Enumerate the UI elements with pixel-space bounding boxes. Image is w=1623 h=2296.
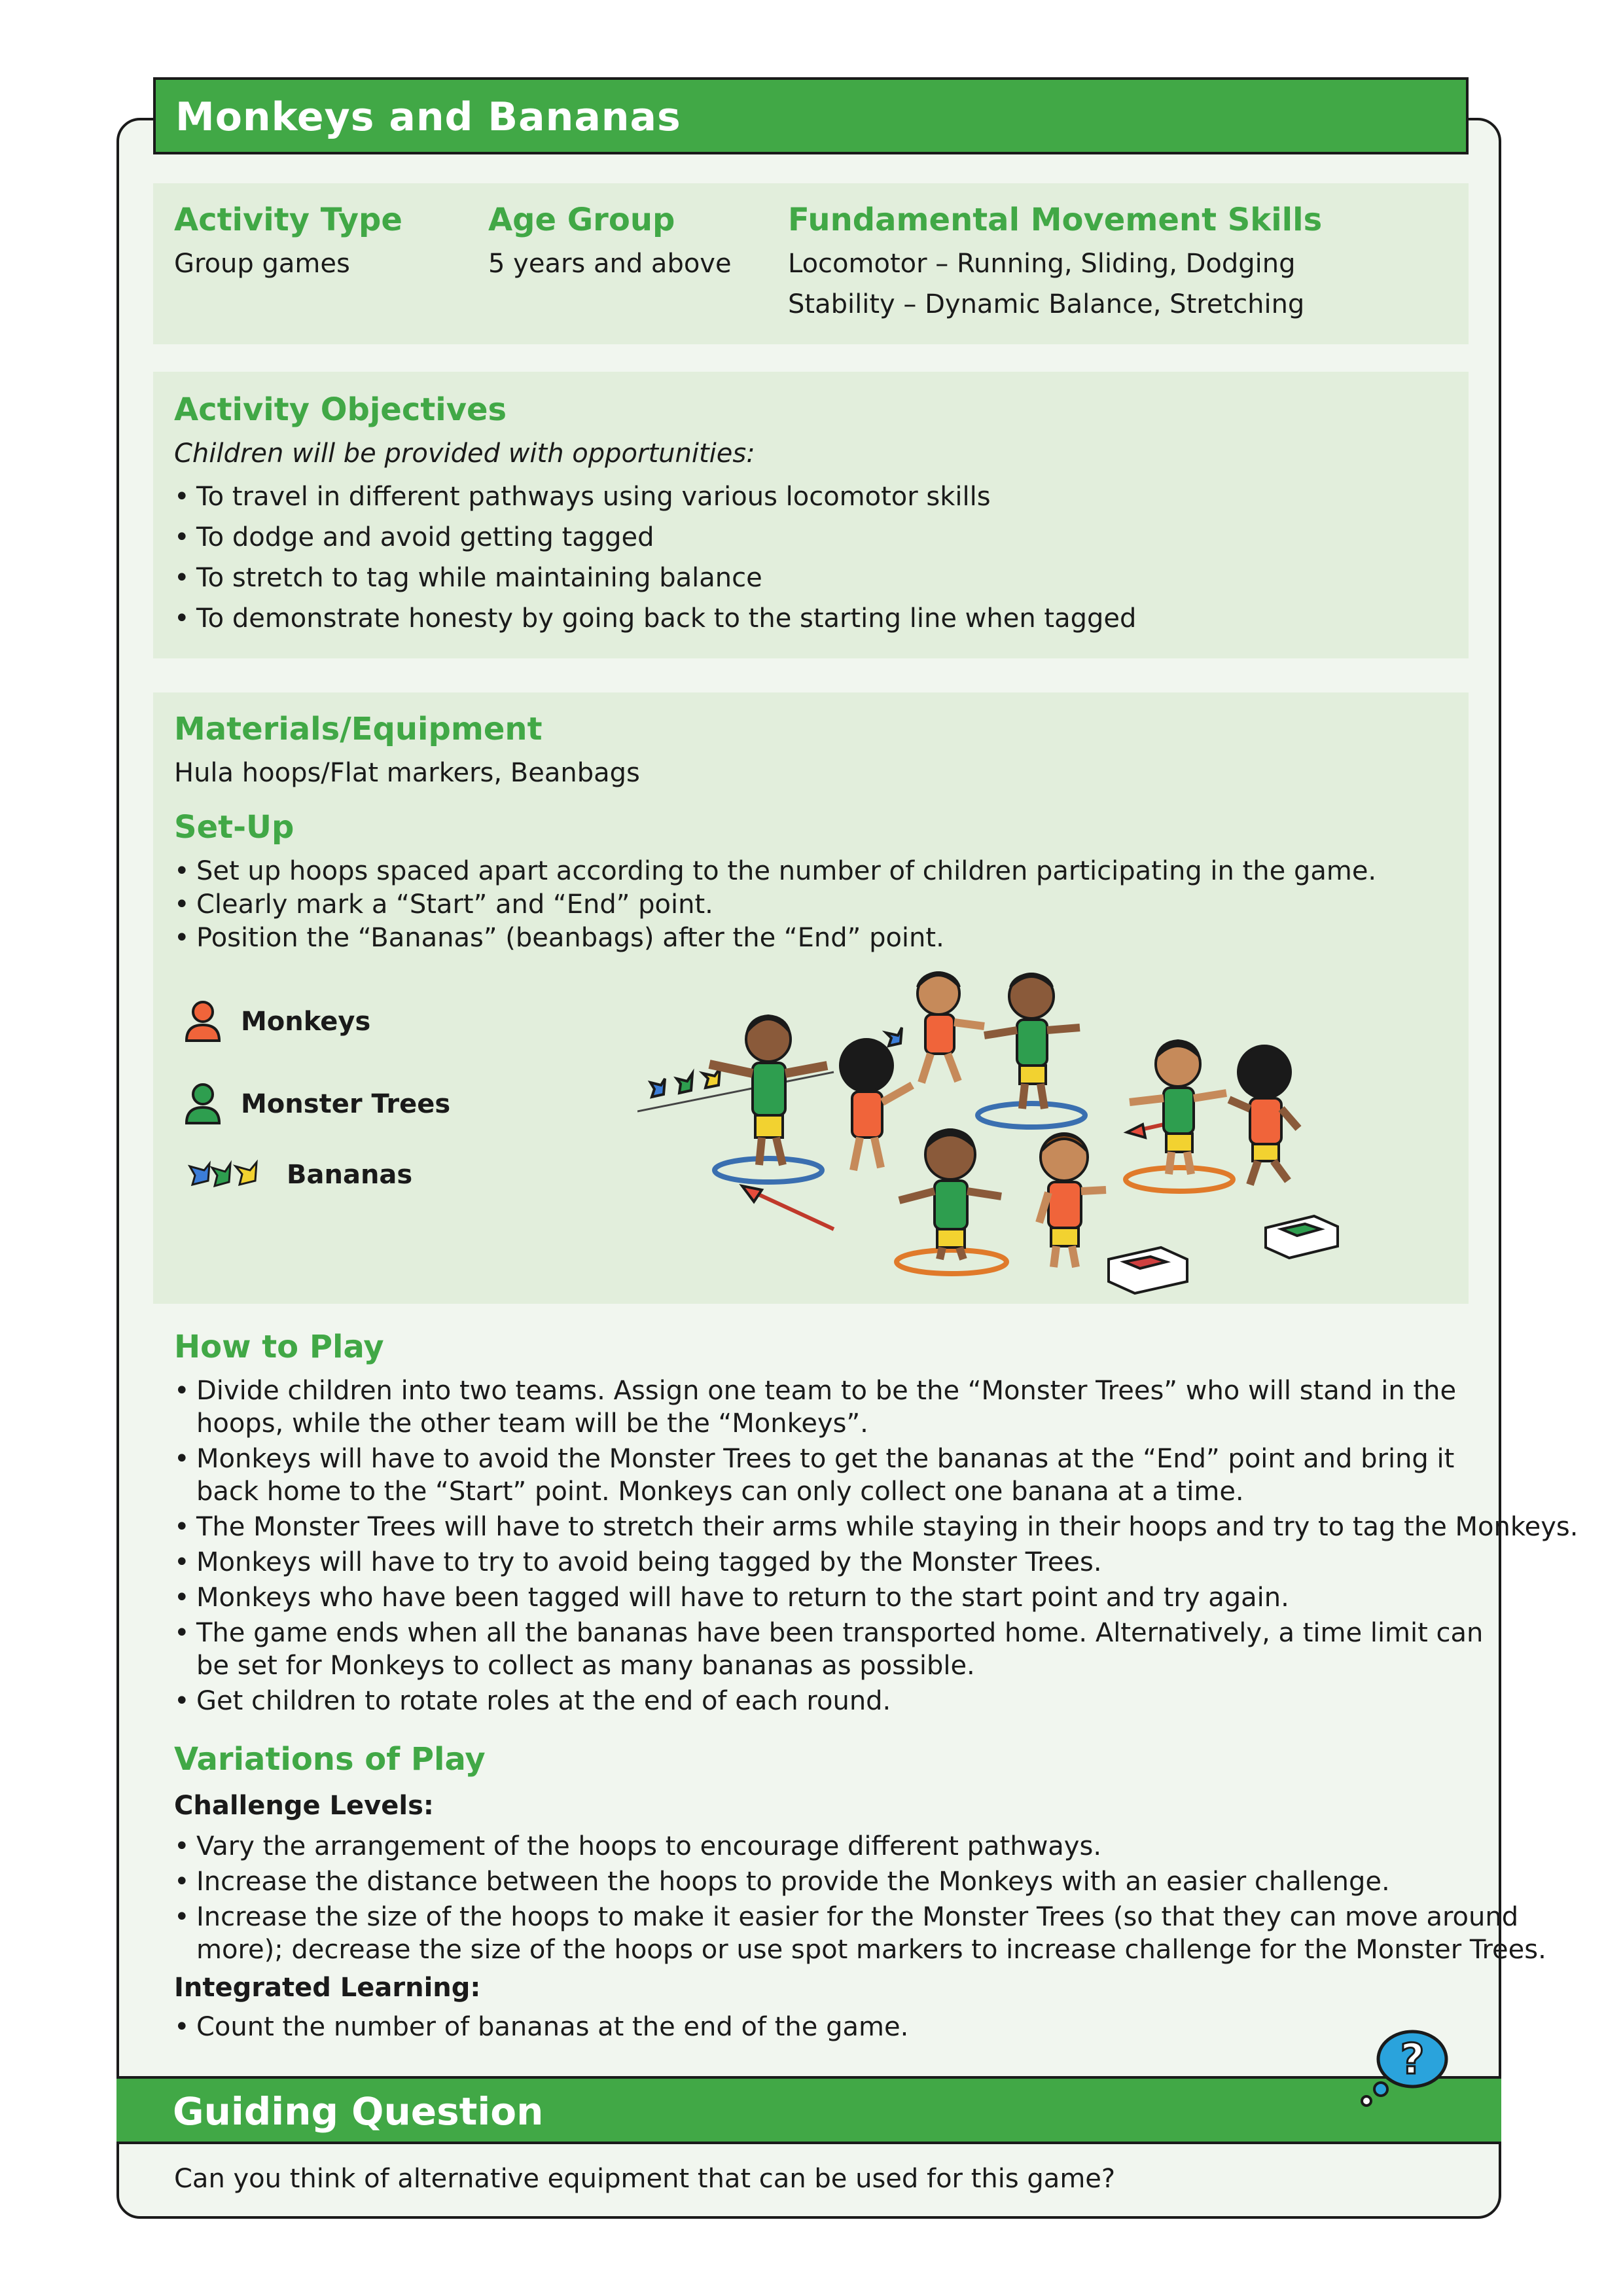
objectives-heading: Activity Objectives — [174, 391, 507, 428]
integrated-learning-label: Integrated Learning: — [174, 1973, 481, 2003]
list-item: • Increase the distance between the hoops to provide the Monkeys with an easier challenge. — [174, 1865, 1546, 1898]
materials-text: Hula hoops/Flat markers, Beanbags — [174, 758, 640, 788]
legend-monkeys — [183, 999, 370, 1045]
list-item: • The Monster Trees will have to stretch their arms while staying in their hoops and try to tag the Monkeys. — [174, 1511, 1578, 1543]
skills-line-2: Stability – Dynamic Balance, Stretching — [788, 289, 1305, 319]
legend-bananas — [183, 1158, 412, 1191]
list-item: • Increase the size of the hoops to make it easier for the Monster Trees (so that they can move around more); decrease the size of the hoops or use spot markers to increase challenge for the Monster Trees. — [174, 1901, 1546, 1966]
list-item: • Monkeys will have to avoid the Monster Trees to get the bananas at the “End” point and bring it back home to the “Start” point. Monkeys can only collect one banana at a time. — [174, 1443, 1578, 1508]
list-item: • To travel in different pathways using various locomotor skills — [174, 476, 1136, 517]
list-item: • Monkeys will have to try to avoid being tagged by the Monster Trees. — [174, 1546, 1578, 1579]
guiding-question-heading: Guiding Question — [173, 2089, 544, 2134]
skills-label: Fundamental Movement Skills — [788, 202, 1323, 238]
objectives-list — [174, 476, 1136, 639]
activity-type-value: Group games — [174, 249, 350, 279]
legend-trees — [183, 1081, 450, 1127]
objectives-intro: Children will be provided with opportunities: — [174, 439, 755, 469]
list-item: • Count the number of bananas at the end of the game. — [174, 2011, 908, 2043]
challenge-list — [174, 1830, 1546, 1966]
integrated-list — [174, 2011, 908, 2043]
objectives-panel — [153, 372, 1469, 658]
list-item: • Divide children into two teams. Assign one team to be the “Monster Trees” who will stand in the hoops, while the other team will be the “Monkeys”. — [174, 1374, 1578, 1440]
title-bar — [153, 77, 1469, 154]
list-item: • Monkeys who have been tagged will have to return to the start point and try again. — [174, 1581, 1578, 1614]
legend-bananas-label: Bananas — [287, 1160, 413, 1190]
variations-heading: Variations of Play — [174, 1741, 486, 1778]
tree-person-icon — [183, 1081, 223, 1127]
setup-list — [174, 855, 1376, 955]
age-group-label: Age Group — [488, 202, 675, 238]
materials-setup-panel — [153, 692, 1469, 1304]
challenge-levels-label: Challenge Levels: — [174, 1791, 434, 1821]
setup-heading: Set-Up — [174, 809, 294, 846]
list-item: • Set up hoops spaced apart according to the number of children participating in the game. — [174, 855, 1376, 888]
materials-heading: Materials/Equipment — [174, 711, 543, 747]
skills-line-1: Locomotor – Running, Sliding, Dodging — [788, 249, 1296, 279]
age-group-value: 5 years and above — [488, 249, 732, 279]
list-item: • Vary the arrangement of the hoops to encourage different pathways. — [174, 1830, 1546, 1863]
info-panel — [153, 183, 1469, 344]
list-item: • To stretch to tag while maintaining balance — [174, 558, 1136, 598]
monkey-person-icon — [183, 999, 223, 1045]
guiding-question-bar — [116, 2076, 1501, 2144]
svg-text:?: ? — [1400, 2036, 1425, 2084]
how-to-play-list — [174, 1374, 1578, 1717]
thought-bubble-question-icon — [1352, 2024, 1450, 2109]
page-title: Monkeys and Bananas — [175, 94, 681, 140]
legend-trees-label: Monster Trees — [241, 1089, 451, 1119]
guiding-question-text: Can you think of alternative equipment that can be used for this game? — [174, 2164, 1116, 2194]
list-item: • To dodge and avoid getting tagged — [174, 517, 1136, 558]
list-item: • Get children to rotate roles at the end of each round. — [174, 1685, 1578, 1717]
beanbags-icon — [183, 1158, 268, 1191]
list-item: • To demonstrate honesty by going back to the starting line when tagged — [174, 598, 1136, 639]
how-to-play-heading: How to Play — [174, 1329, 384, 1365]
game-illustration — [637, 954, 1397, 1295]
activity-type-label: Activity Type — [174, 202, 402, 238]
list-item: • Position the “Bananas” (beanbags) after the “End” point. — [174, 922, 1376, 955]
list-item: • The game ends when all the bananas have been transported home. Alternatively, a time limit can be set for Monkeys to collect as many bananas as possible. — [174, 1617, 1578, 1682]
legend-monkeys-label: Monkeys — [241, 1007, 371, 1037]
list-item: • Clearly mark a “Start” and “End” point. — [174, 888, 1376, 922]
